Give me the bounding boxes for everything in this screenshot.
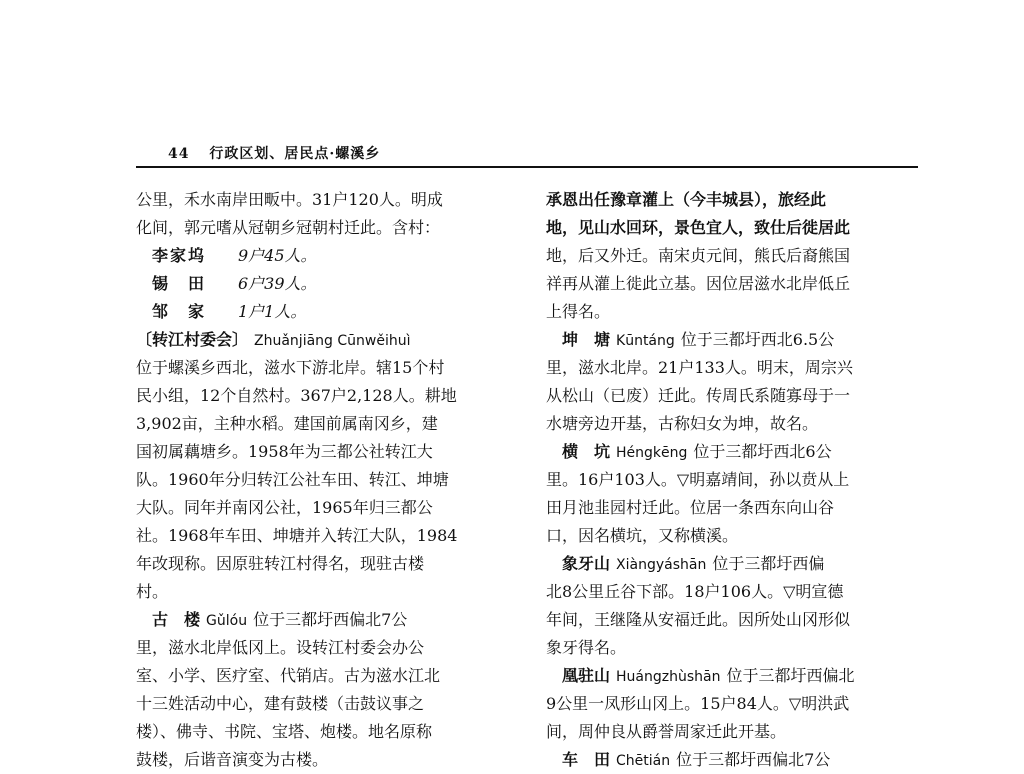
entry-title: 〔转江村委会〕 xyxy=(136,330,249,349)
entry-text: 位于三都圩西北6公 xyxy=(693,442,832,461)
entry-pinyin: Héngkēng xyxy=(616,445,688,461)
text-line: 村。 xyxy=(136,582,169,601)
text-line: 上得名。 xyxy=(546,302,611,321)
header-rule xyxy=(136,166,918,168)
entry-text: 位于三都圩西偏北7公 xyxy=(676,750,831,769)
text-line: 地，见山水回环，景色宜人，致仕后徙居此 xyxy=(546,218,851,237)
village-name: 锡 田 xyxy=(152,274,207,293)
text-line: 十三姓活动中心，建有鼓楼（击鼓议事之 xyxy=(136,694,425,713)
text-line: 室、小学、医疗室、代销店。古为滋水江北 xyxy=(136,666,441,685)
entry-heading-line xyxy=(136,606,510,634)
entry-heading-line xyxy=(546,326,920,354)
text-line: 年间，王继隆从安福迁此。因所处山冈形似 xyxy=(546,610,851,629)
entry-heading-line xyxy=(546,746,920,774)
text-line: 位于螺溪乡西北，滋水下游北岸。辖15个村 xyxy=(136,358,445,377)
entry-pinyin: Gǔlóu xyxy=(206,613,248,629)
village-entry xyxy=(136,298,510,326)
entry-pinyin: Huángzhùshān xyxy=(616,669,721,685)
entry-pinyin: Zhuǎnjiāng Cūnwěihuì xyxy=(254,333,411,349)
text-line: 民小组，12个自然村。367户2,128人。耕地 xyxy=(136,386,457,405)
entry-text: 位于三都圩西偏 xyxy=(712,554,825,573)
text-line: 间，周仲良从爵誉周家迁此开基。 xyxy=(546,722,787,741)
entry-text: 位于三都圩西偏北 xyxy=(726,666,855,685)
text-line: 公里，禾水南岸田畈中。31户120人。明成 xyxy=(136,190,443,209)
text-line: 楼）、佛寺、书院、宝塔、炮楼。地名原称 xyxy=(136,722,433,741)
text-line: 9公里一凤形山冈上。15户84人。▽明洪武 xyxy=(546,694,850,713)
text-line: 化间，郭元嗜从冠朝乡冠朝村迁此。含村： xyxy=(136,218,441,237)
page-number: 44 xyxy=(168,146,190,162)
text-line: 队。1960年分归转江公社车田、转江、坤塘 xyxy=(136,470,449,489)
text-line: 田月池韭园村迁此。位居一条西东向山谷 xyxy=(546,498,835,517)
entry-name: 古 楼 xyxy=(152,610,201,629)
text-line: 祥再从灌上徙此立基。因位居滋水北岸低丘 xyxy=(546,274,851,293)
entry-name: 凰驻山 xyxy=(562,666,611,685)
text-line: 大队。同年并南冈公社，1965年归三都公 xyxy=(136,498,433,517)
village-entry xyxy=(136,242,510,270)
village-stats: 9户45人。 xyxy=(238,246,317,265)
entry-name: 车 田 xyxy=(562,750,611,769)
entry-heading-line xyxy=(136,326,510,354)
entry-heading-line xyxy=(546,550,920,578)
text-line: 从松山（已废）迁此。传周氏系随寡母于一 xyxy=(546,386,851,405)
text-line: 鼓楼，后谐音演变为古楼。 xyxy=(136,750,329,769)
text-line: 象牙得名。 xyxy=(546,638,627,657)
text-line: 里，滋水北岸。21户133人。明末，周宗兴 xyxy=(546,358,853,377)
text-line: 里，滋水北岸低冈上。设转江村委会办公 xyxy=(136,638,425,657)
text-line: 里。16户103人。▽明嘉靖间，孙以贲从上 xyxy=(546,470,850,489)
text-line: 北8公里丘谷下部。18户106人。▽明宣德 xyxy=(546,582,844,601)
right-column xyxy=(546,186,920,774)
village-entry xyxy=(136,270,510,298)
running-title: 行政区划、居民点·螺溪乡 xyxy=(209,146,381,162)
text-line: 水塘旁边开基，古称妇女为坤，故名。 xyxy=(546,414,819,433)
text-line: 地，后又外迁。南宋贞元间，熊氏后裔熊国 xyxy=(546,246,851,265)
text-line: 年改现称。因原驻转江村得名，现驻古楼 xyxy=(136,554,425,573)
entry-pinyin: Chētián xyxy=(616,753,671,769)
text-line: 社。1968年车田、坤塘并入转江大队，1984 xyxy=(136,526,458,545)
entry-name: 横 坑 xyxy=(562,442,611,461)
entry-text: 位于三都圩西偏北7公 xyxy=(253,610,408,629)
village-name: 邹 家 xyxy=(152,302,207,321)
page-header xyxy=(168,143,380,163)
village-stats: 6户39人。 xyxy=(238,274,317,293)
text-line: 承恩出任豫章灌上（今丰城县），旅经此 xyxy=(546,190,827,209)
entry-heading-line xyxy=(546,438,920,466)
text-line: 口，因名横坑，又称横溪。 xyxy=(546,526,739,545)
entry-name: 象牙山 xyxy=(562,554,611,573)
village-stats: 1户1人。 xyxy=(238,302,307,321)
left-column xyxy=(136,186,510,774)
village-name: 李家坞 xyxy=(152,246,207,265)
entry-heading-line xyxy=(546,662,920,690)
text-line: 3,902亩，主种水稻。建国前属南冈乡，建 xyxy=(136,414,438,433)
text-line: 国初属藕塘乡。1958年为三都公社转江大 xyxy=(136,442,433,461)
entry-pinyin: Kūntáng xyxy=(616,333,675,349)
entry-text: 位于三都圩西北6.5公 xyxy=(680,330,835,349)
entry-name: 坤 塘 xyxy=(562,330,611,349)
entry-pinyin: Xiàngyáshān xyxy=(616,557,707,573)
